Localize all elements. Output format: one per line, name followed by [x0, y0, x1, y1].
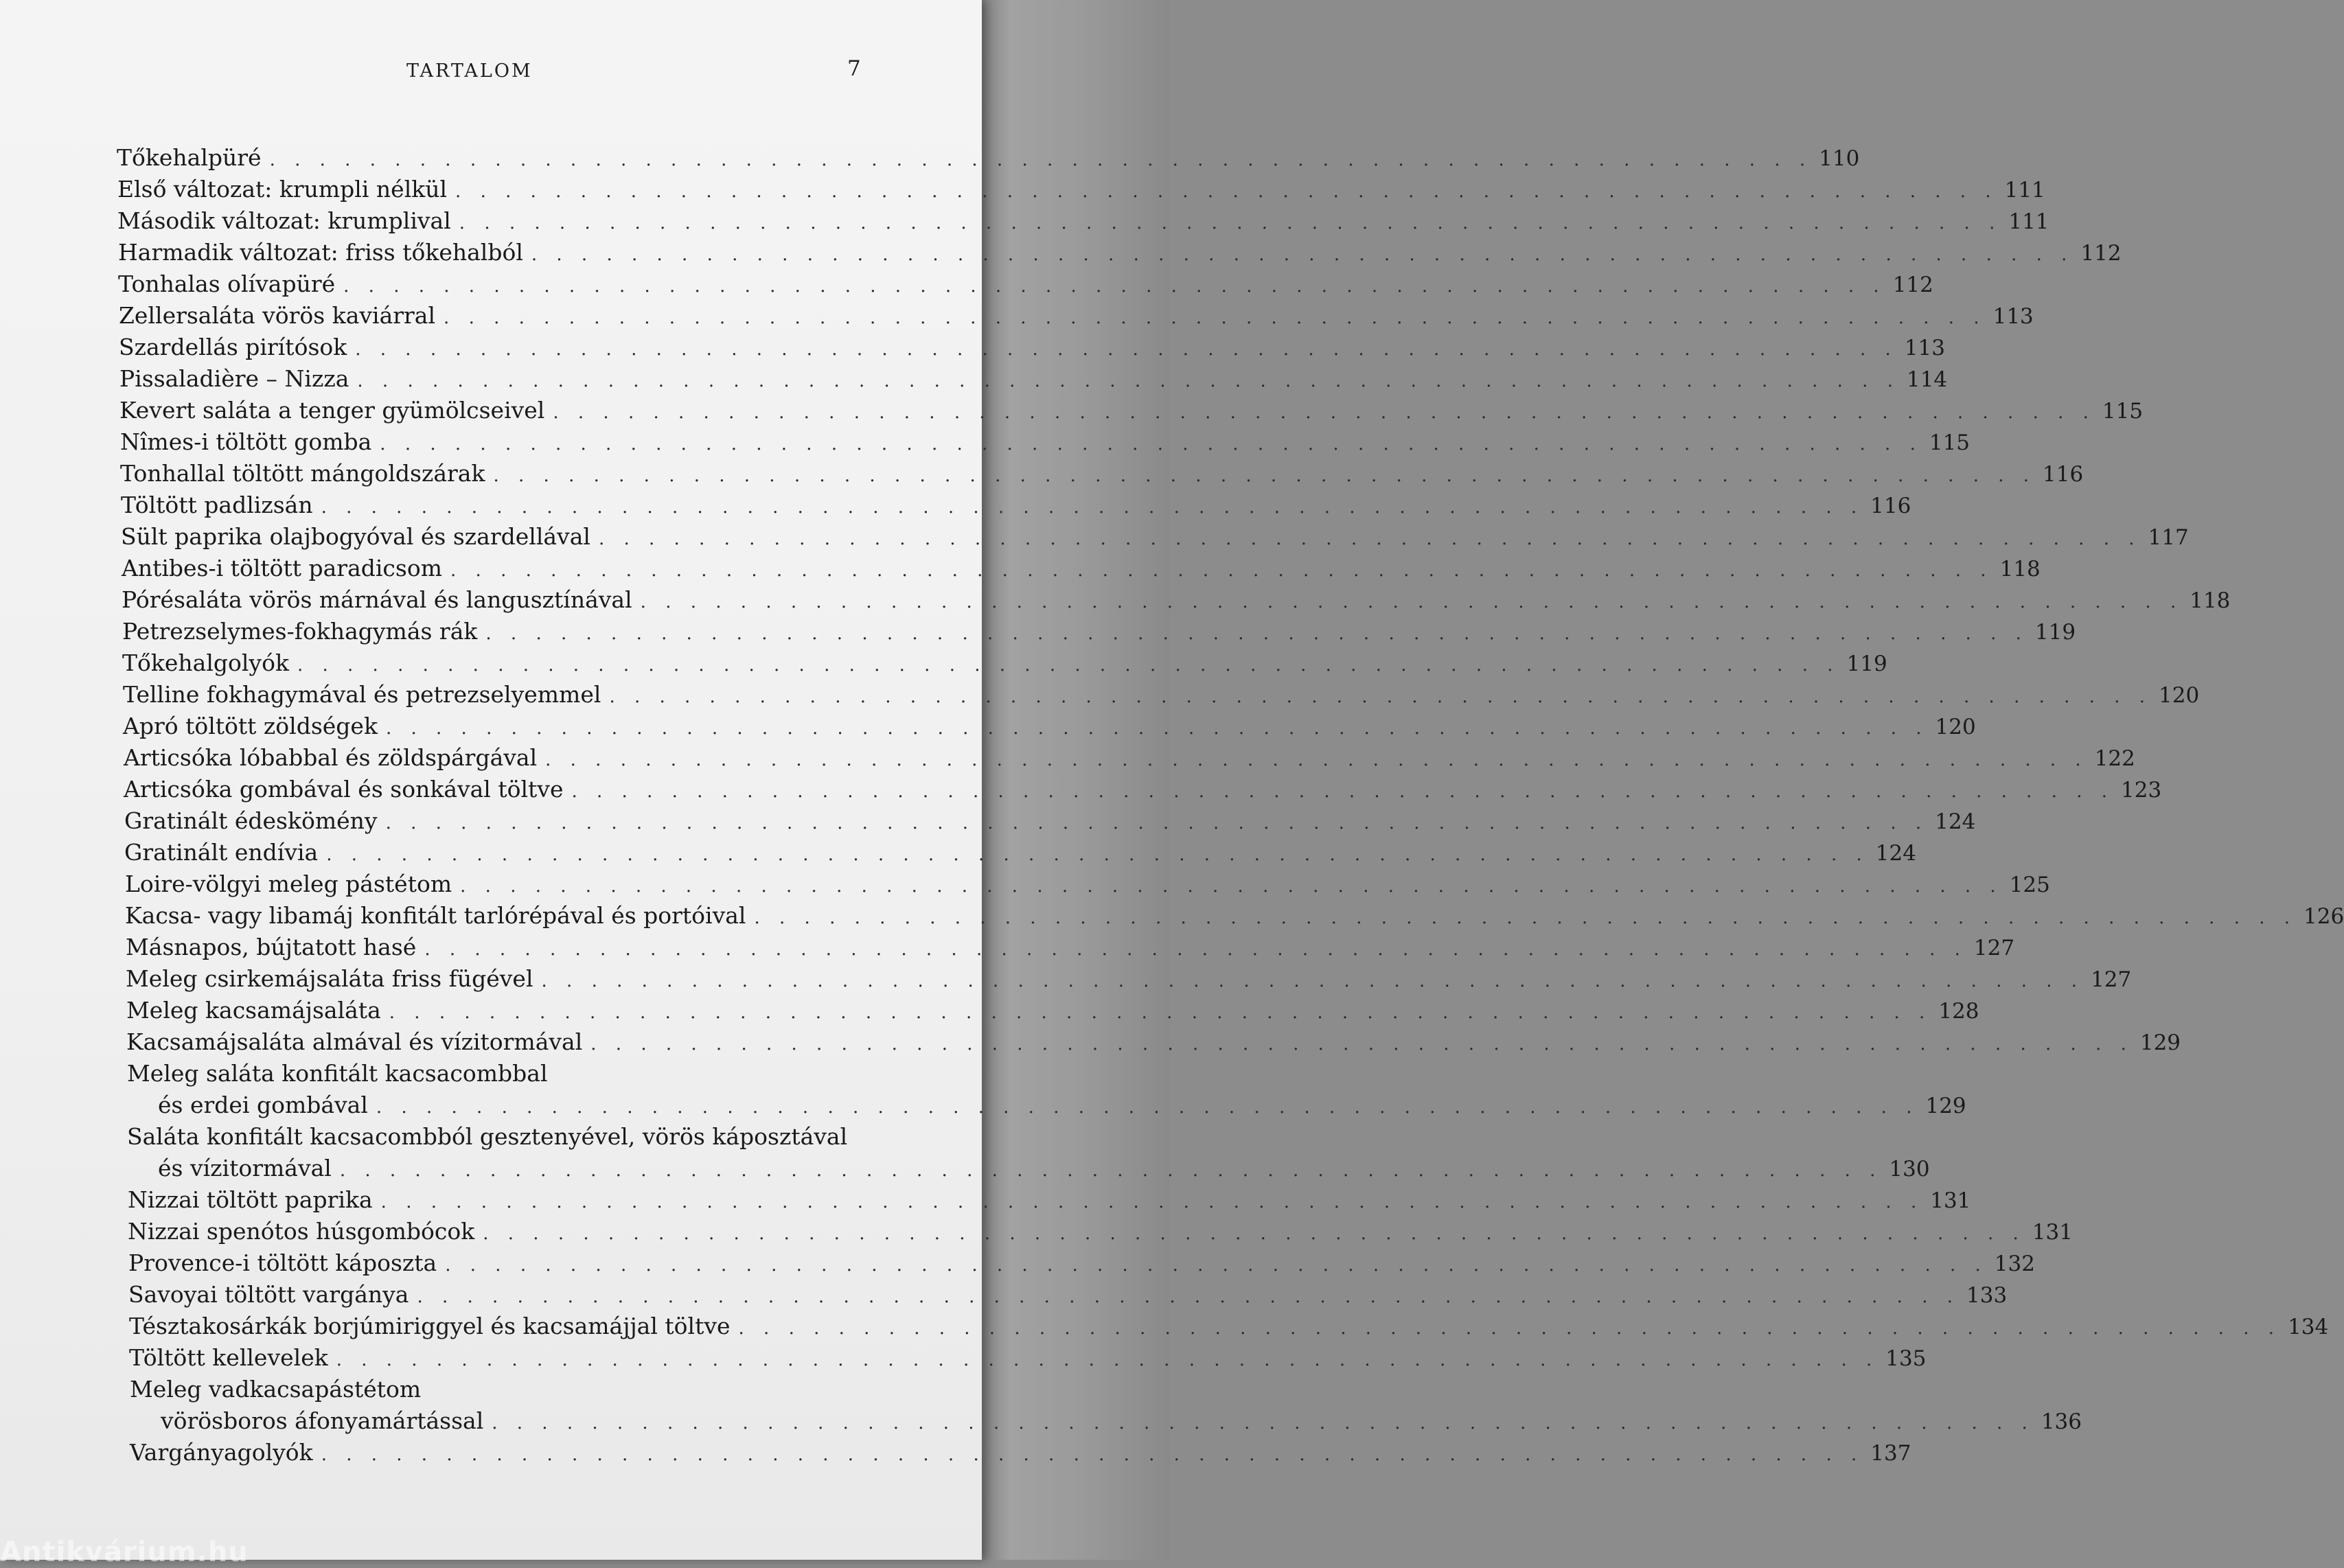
dot-leader: . . . . . . . . . . . . . . . . . . . . . . . . . . . . . . . . . . . . . . . . . . . . . . . . . . . . . . . . . . . . . .	[598, 529, 2141, 549]
toc-entry-page: 120	[2159, 683, 2200, 708]
toc-entry	[117, 207, 2049, 234]
toc-entry-page: 114	[1906, 367, 1948, 392]
toc-entry-page: 115	[1929, 430, 1970, 455]
dot-leader: . . . . . . . . . . . . . . . . . . . . . . . . . . . . . . . . . . . . . . . . . . . . . . . . . . . . . . . . . . . . . .	[455, 181, 1998, 202]
toc-entry-title-line: Saláta konfitált kacsacombból gesztenyével, vörös káposztával	[127, 1123, 848, 1150]
dot-leader: . . . . . . . . . . . . . . . . . . . . . . . . . . . . . . . . . . . . . . . . . . . . . . . . . . . . . . . . . . . . . .	[445, 1255, 1988, 1276]
toc-entry	[122, 618, 2076, 645]
toc-entry	[118, 270, 1933, 297]
toc-entry	[118, 239, 2122, 266]
toc-entry	[126, 934, 2015, 960]
dot-leader: . . . . . . . . . . . . . . . . . . . . . . . . . . . . . . . . . . . . . . . . . . . . . . . . . . . . . . . . . . . . . .	[380, 434, 1922, 454]
toc-entry	[124, 744, 2135, 771]
toc-entry-title: Petrezselymes-fokhagymás rák	[122, 618, 478, 645]
toc-entry-title: Töltött padlizsán	[121, 492, 313, 518]
toc-entry-page: 123	[2121, 778, 2162, 803]
dot-leader: . . . . . . . . . . . . . . . . . . . . . . . . . . . . . . . . . . . . . . . . . . . . . . . . . . . . . . . . . . . . . .	[376, 1097, 1919, 1118]
toc-entry	[130, 1439, 1911, 1466]
toc-entry-page: 118	[1999, 557, 2041, 581]
toc-entry-page: 136	[2041, 1409, 2082, 1434]
toc-entry-title: Sült paprika olajbogyóval és szardellával	[121, 523, 590, 550]
toc-entry-page: 110	[1819, 146, 1860, 171]
toc-entry	[128, 1249, 2035, 1276]
dot-leader: . . . . . . . . . . . . . . . . . . . . . . . . . . . . . . . . . . . . . . . . . . . . . . . . . . . . . . . . . . . . . .	[444, 308, 1986, 328]
toc-entry	[125, 871, 2050, 897]
toc-entry-title: és vízitormával	[158, 1155, 332, 1181]
toc-entry-title: Meleg csirkemájsaláta friss fügével	[126, 965, 533, 992]
toc-entry	[119, 302, 2034, 329]
toc-entry	[122, 649, 1887, 676]
toc-entry-page: 131	[2032, 1220, 2073, 1245]
toc-entry-title: Kacsamájsaláta almával és vízitormával	[126, 1028, 583, 1055]
toc-entry-page: 113	[1904, 336, 1945, 360]
toc-entry-title: Tonhalas olívapüré	[118, 270, 336, 297]
toc-entry	[122, 586, 2231, 613]
dot-leader: . . . . . . . . . . . . . . . . . . . . . . . . . . . . . . . . . . . . . . . . . . . . . . . . . . . . . . . . . . . . . .	[590, 1034, 2133, 1054]
toc-entry-page: 112	[2080, 241, 2122, 266]
dot-leader: . . . . . . . . . . . . . . . . . . . . . . . . . . . . . . . . . . . . . . . . . . . . . . . . . . . . . . . . . . . . . .	[571, 781, 2115, 802]
toc-entry-page: 124	[1875, 841, 1916, 866]
dot-leader: . . . . . . . . . . . . . . . . . . . . . . . . . . . . . . . . . . . . . . . . . . . . . . . . . . . . . . . . . . . . . .	[326, 844, 1869, 865]
dot-leader: . . . . . . . . . . . . . . . . . . . . . . . . . . . . . . . . . . . . . . . . . . . . . . . . . . . . . . . . . . . . . .	[483, 1223, 2025, 1244]
toc-entry-title: Articsóka lóbabbal és zöldspárgával	[124, 744, 538, 771]
toc-entry-page: 134	[2288, 1315, 2329, 1339]
dot-leader: . . . . . . . . . . . . . . . . . . . . . . . . . . . . . . . . . . . . . . . . . . . . . . . . . . . . . . . . . . . . . .	[541, 971, 2084, 991]
running-head: TARTALOM	[406, 60, 533, 82]
toc-entry	[119, 365, 1948, 392]
dot-leader: . . . . . . . . . . . . . . . . . . . . . . . . . . . . . . . . . . . . . . . . . . . . . . . . . . . . . . . . . . . . . .	[609, 687, 2152, 707]
toc-entry-title: Tésztakosárkák borjúmiriggyel és kacsamájjal töltve	[129, 1313, 731, 1339]
dot-leader: . . . . . . . . . . . . . . . . . . . . . . . . . . . . . . . . . . . . . . . . . . . . . . . . . . . . . . . . . . . . . .	[545, 750, 2088, 770]
toc-entry	[128, 1218, 2073, 1245]
toc-entry-title: Nizzai spenótos húsgombócok	[128, 1218, 475, 1245]
toc-entry-page: 119	[2034, 620, 2076, 645]
dot-leader: . . . . . . . . . . . . . . . . . . . . . . . . . . . . . . . . . . . . . . . . . . . . . . . . . . . . . . . . . . . . . .	[553, 402, 2095, 423]
toc-entry-page: 129	[1925, 1094, 1966, 1118]
toc-entry-title: Pórésaláta vörös márnával és langusztínával	[122, 586, 632, 613]
toc-entry-title: Telline fokhagymával és petrezselyemmel	[123, 681, 601, 708]
dot-leader: . . . . . . . . . . . . . . . . . . . . . . . . . . . . . . . . . . . . . . . . . . . . . . . . . . . . . . . . . . . . . .	[321, 497, 1864, 518]
toc-entry	[128, 1281, 2008, 1308]
toc-entry-title: Tőkehalgolyók	[122, 649, 289, 676]
toc-entry-page: 130	[1889, 1157, 1930, 1181]
toc-entry-title: Pissaladière – Nizza	[119, 365, 349, 392]
toc-entry-title-line: Meleg vadkacsapástétom	[130, 1376, 422, 1403]
toc-entry-title: Tonhallal töltött mángoldszárak	[120, 460, 485, 487]
toc-entry	[121, 523, 2189, 550]
toc-entry-page: 129	[2139, 1030, 2181, 1055]
toc-entry-page: 117	[2148, 525, 2189, 550]
toc-entry-page: 120	[1935, 715, 1976, 739]
dot-leader: . . . . . . . . . . . . . . . . . . . . . . . . . . . . . . . . . . . . . . . . . . . . . . . . . . . . . . . . . . . . . .	[738, 1318, 2282, 1339]
dot-leader: . . . . . . . . . . . . . . . . . . . . . . . . . . . . . . . . . . . . . . . . . . . . . . . . . . . . . . . . . . . . . .	[450, 560, 1993, 581]
dot-leader: . . . . . . . . . . . . . . . . . . . . . . . . . . . . . . . . . . . . . . . . . . . . . . . . . . . . . . . . . . . . . .	[355, 339, 1898, 360]
toc-entry-title: Harmadik változat: friss tőkehalból	[118, 239, 523, 266]
toc-entry	[120, 428, 1970, 455]
toc-entry	[119, 397, 2144, 424]
dot-leader: . . . . . . . . . . . . . . . . . . . . . . . . . . . . . . . . . . . . . . . . . . . . . . . . . . . . . . . . . . . . . .	[417, 1287, 1960, 1307]
dot-leader: . . . . . . . . . . . . . . . . . . . . . . . . . . . . . . . . . . . . . . . . . . . . . . . . . . . . . . . . . . . . . .	[385, 718, 1929, 739]
toc-entry-page: 125	[2009, 873, 2050, 897]
toc-entry	[126, 997, 1979, 1024]
dot-leader: . . . . . . . . . . . . . . . . . . . . . . . . . . . . . . . . . . . . . . . . . . . . . . . . . . . . . . . . . . . . . .	[269, 150, 1813, 170]
toc-entry	[128, 1186, 1971, 1213]
toc-entry	[158, 1155, 1930, 1181]
dot-leader: . . . . . . . . . . . . . . . . . . . . . . . . . . . . . . . . . . . . . . . . . . . . . . . . . . . . . . . . . . . . . .	[339, 1160, 1883, 1181]
toc-entry	[121, 492, 1911, 518]
toc-entry-page: 124	[1935, 809, 1976, 834]
toc-entry-page: 122	[2094, 746, 2135, 771]
toc-entry-title: Apró töltött zöldségek	[123, 713, 378, 739]
toc-entry-page: 133	[1966, 1283, 2008, 1308]
toc-entry-title: Savoyai töltött vargánya	[128, 1281, 409, 1308]
toc-entry-title: Gratinált édeskömény	[124, 807, 378, 834]
toc-entry-page: 111	[2004, 178, 2045, 203]
toc-entry-page: 127	[1973, 936, 2015, 960]
toc-entry-title: Loire-völgyi meleg pástétom	[125, 871, 452, 897]
toc-entry-title-line: Meleg saláta konfitált kacsacombbal	[127, 1060, 548, 1087]
dot-leader: . . . . . . . . . . . . . . . . . . . . . . . . . . . . . . . . . . . . . . . . . . . . . . . . . . . . . . . . . . . . . .	[492, 1413, 2034, 1433]
toc-entry	[161, 1407, 2082, 1434]
page-number: 7	[847, 56, 861, 81]
dot-leader: . . . . . . . . . . . . . . . . . . . . . . . . . . . . . . . . . . . . . . . . . . . . . . . . . . . . . . . . . . . . . .	[380, 1192, 1924, 1212]
toc-entry	[129, 1313, 2329, 1339]
toc-entry	[117, 176, 2045, 203]
toc-entry-title: és erdei gombával	[158, 1092, 368, 1118]
toc-entry-page: 126	[2303, 904, 2344, 929]
toc-entry-page: 132	[1994, 1252, 2035, 1276]
toc-entry-title: Szardellás pirítósok	[119, 334, 347, 360]
dot-leader: . . . . . . . . . . . . . . . . . . . . . . . . . . . . . . . . . . . . . . . . . . . . . . . . . . . . . . . . . . . . . .	[343, 276, 1886, 297]
toc-entry-title: Vargányagolyók	[130, 1439, 313, 1466]
toc-entry	[124, 839, 1916, 866]
toc-entry-title: Nîmes-i töltött gomba	[120, 428, 372, 455]
toc-entry-page: 116	[1870, 494, 1911, 518]
toc-entry	[126, 965, 2132, 992]
dot-leader: . . . . . . . . . . . . . . . . . . . . . . . . . . . . . . . . . . . . . . . . . . . . . . . . . . . . . . . . . . . . . .	[357, 371, 1900, 391]
toc-entry	[125, 902, 2344, 929]
dot-leader: . . . . . . . . . . . . . . . . . . . . . . . . . . . . . . . . . . . . . . . . . . . . . . . . . . . . . . . . . . . . . .	[297, 655, 1840, 676]
toc-entry-title: Tőkehalpüré	[117, 144, 262, 171]
toc-entry-page: 135	[1885, 1346, 1927, 1371]
toc-entry-page: 115	[2102, 399, 2144, 424]
toc-entry	[126, 1028, 2181, 1055]
toc-entry	[120, 460, 2084, 487]
dot-leader: . . . . . . . . . . . . . . . . . . . . . . . . . . . . . . . . . . . . . . . . . . . . . . . . . . . . . . . . . . . . . .	[459, 213, 2002, 233]
dot-leader: . . . . . . . . . . . . . . . . . . . . . . . . . . . . . . . . . . . . . . . . . . . . . . . . . . . . . . . . . . . . . .	[389, 1002, 1932, 1023]
toc-entry-title: Gratinált endívia	[124, 839, 319, 866]
toc-entry-page: 127	[2091, 967, 2132, 992]
toc-entry-page: 131	[1930, 1188, 1971, 1213]
toc-entry-page: 116	[2043, 462, 2084, 487]
toc-entry-page: 111	[2008, 209, 2049, 234]
dot-leader: . . . . . . . . . . . . . . . . . . . . . . . . . . . . . . . . . . . . . . . . . . . . . . . . . . . . . . . . . . . . . .	[385, 813, 1929, 833]
toc-entry-page: 137	[1870, 1441, 1911, 1466]
toc-entry	[119, 334, 1945, 360]
toc-entry-title: vörösboros áfonyamártással	[161, 1407, 484, 1434]
dot-leader: . . . . . . . . . . . . . . . . . . . . . . . . . . . . . . . . . . . . . . . . . . . . . . . . . . . . . . . . . . . . . .	[336, 1350, 1879, 1370]
toc-entry-page: 118	[2190, 588, 2231, 613]
toc-entry-page: 128	[1938, 999, 1979, 1024]
toc-entry	[122, 555, 2041, 581]
dot-leader: . . . . . . . . . . . . . . . . . . . . . . . . . . . . . . . . . . . . . . . . . . . . . . . . . . . . . . . . . . . . . .	[640, 592, 2183, 612]
dot-leader: . . . . . . . . . . . . . . . . . . . . . . . . . . . . . . . . . . . . . . . . . . . . . . . . . . . . . . . . . . . . . .	[321, 1444, 1864, 1465]
dot-leader: . . . . . . . . . . . . . . . . . . . . . . . . . . . . . . . . . . . . . . . . . . . . . . . . . . . . . . . . . . . . . .	[754, 908, 2297, 928]
watermark: Antikvárium.hu	[0, 1536, 249, 1568]
toc-entry	[123, 681, 2200, 708]
toc-entry-title: Második változat: krumplival	[117, 207, 451, 234]
toc-entry-title: Kevert saláta a tenger gyümölcseivel	[119, 397, 545, 424]
toc-entry	[129, 1344, 1927, 1371]
toc-entry-title: Első változat: krumpli nélkül	[117, 176, 448, 203]
toc-entry	[117, 144, 1860, 171]
toc-entry	[123, 713, 1976, 739]
toc-entry-title: Töltött kellevelek	[129, 1344, 328, 1371]
toc-entry-page: 119	[1846, 652, 1887, 676]
toc-entry-title: Másnapos, bújtatott hasé	[126, 934, 417, 960]
toc-entry-title: Zellersaláta vörös kaviárral	[119, 302, 436, 329]
toc-entry-title: Provence-i töltött káposzta	[128, 1249, 437, 1276]
toc-entry	[158, 1092, 1966, 1118]
dot-leader: . . . . . . . . . . . . . . . . . . . . . . . . . . . . . . . . . . . . . . . . . . . . . . . . . . . . . . . . . . . . . .	[485, 623, 2028, 644]
dot-leader: . . . . . . . . . . . . . . . . . . . . . . . . . . . . . . . . . . . . . . . . . . . . . . . . . . . . . . . . . . . . . .	[531, 244, 2074, 265]
dot-leader: . . . . . . . . . . . . . . . . . . . . . . . . . . . . . . . . . . . . . . . . . . . . . . . . . . . . . . . . . . . . . .	[424, 939, 1967, 960]
toc-entry	[124, 776, 2162, 803]
toc-entry-page: 112	[1892, 273, 1933, 297]
toc-entry	[124, 807, 1976, 834]
toc-entry-title: Nizzai töltött paprika	[128, 1186, 373, 1213]
toc-entry-title: Antibes-i töltött paradicsom	[122, 555, 443, 581]
toc-entry-page: 113	[1992, 304, 2034, 329]
dot-leader: . . . . . . . . . . . . . . . . . . . . . . . . . . . . . . . . . . . . . . . . . . . . . . . . . . . . . . . . . . . . . .	[493, 465, 2036, 486]
toc-entry-title: Meleg kacsamájsaláta	[126, 997, 381, 1024]
toc-entry-title: Kacsa- vagy libamáj konfitált tarlórépával és portóival	[125, 902, 746, 929]
toc-entry-title: Articsóka gombával és sonkával töltve	[124, 776, 564, 803]
dot-leader: . . . . . . . . . . . . . . . . . . . . . . . . . . . . . . . . . . . . . . . . . . . . . . . . . . . . . . . . . . . . . .	[460, 876, 2003, 897]
